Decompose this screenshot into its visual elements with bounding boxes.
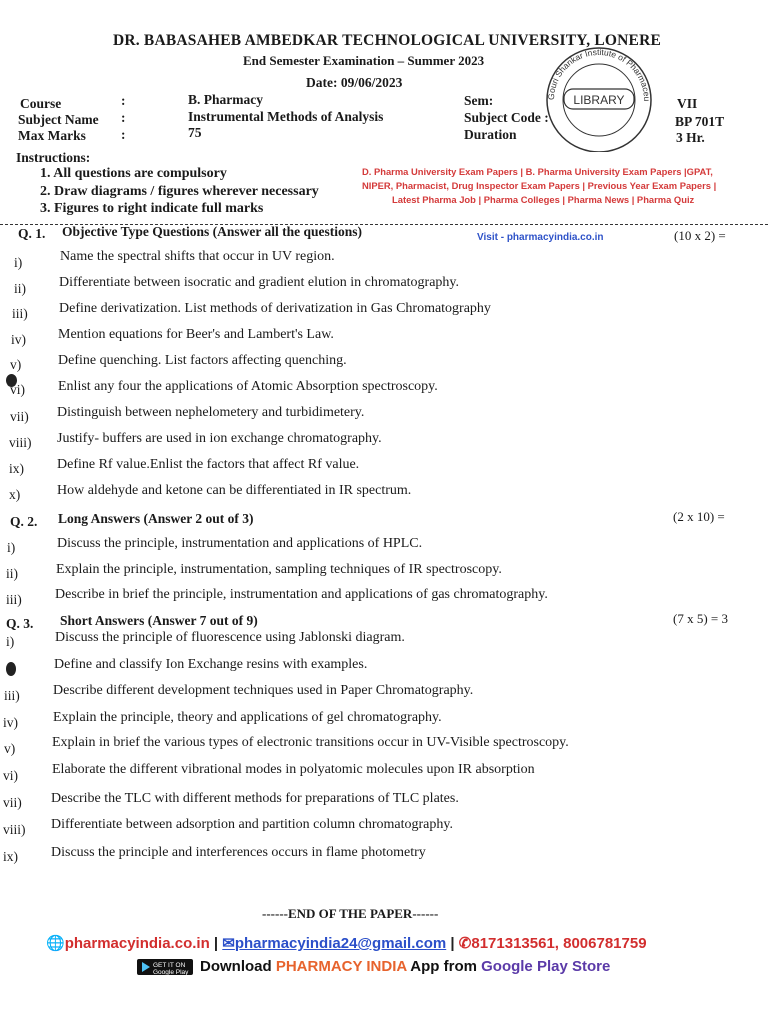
q3-item-3-text: Describe different development techniques used in Paper Chromatography. [53, 683, 474, 698]
q1-item-6-text: Enlist any four the applications of Atomic Absorption spectroscopy. [58, 379, 438, 394]
exam-date: Date: 09/06/2023 [306, 75, 403, 90]
play-store-link[interactable]: Google Play Store [481, 958, 611, 975]
q3-item-6-number: vi) [3, 768, 18, 783]
footer-site-link[interactable]: pharmacyindia.co.in [64, 935, 210, 952]
library-stamp [536, 42, 662, 152]
q2-marks: (2 x 10) = [673, 509, 725, 524]
scan-mark [6, 662, 16, 676]
q3-item-5-text: Explain in brief the various types of electronic transitions occur in UV-Visible spectroscopy. [52, 735, 569, 750]
university-name: DR. BABASAHEB AMBEDKAR TECHNOLOGICAL UNIVERSITY, LONERE [113, 32, 662, 49]
q3-item-9-text: Discuss the principle and interferences occurs in flame photometry [51, 845, 426, 860]
q3-item-4-number: iv) [3, 715, 18, 730]
promo-line-2: NIPER, Pharmacist, Drug Inspector Exam Papers | Previous Year Exam Papers | [362, 180, 717, 191]
q1-item-8-text: Justify- buffers are used in ion exchange chromatography. [57, 431, 382, 446]
promo-line-1: D. Pharma University Exam Papers | B. Pharma University Exam Papers |GPAT, [362, 166, 713, 177]
subject-name-value: Instrumental Methods of Analysis [188, 109, 384, 124]
q1-item-7-number: vii) [10, 409, 29, 424]
q1-item-3-number: iii) [12, 306, 28, 321]
sem-label: Sem: [464, 93, 494, 108]
course-label: Course [20, 96, 62, 111]
contact-footer [46, 934, 647, 952]
end-of-paper: ------END OF THE PAPER------ [262, 906, 439, 921]
q3-item-6-text: Elaborate the different vibrational modes in polyatomic molecules upon IR absorption [52, 762, 535, 777]
q3-item-3-number: iii) [4, 688, 20, 703]
footer-separator-2: | [446, 935, 459, 952]
instructions-title: Instructions: [16, 150, 91, 165]
q1-item-2-text: Differentiate between isocratic and gradient elution in chromatography. [59, 275, 460, 290]
exam-title: End Semester Examination – Summer 2023 [243, 53, 485, 68]
stamp-center-text: LIBRARY [573, 93, 625, 107]
q1-item-4-text: Mention equations for Beer's and Lambert's Law. [58, 327, 334, 342]
q3-title: Short Answers (Answer 7 out of 9) [60, 613, 258, 628]
q2-item-1-text: Discuss the principle, instrumentation and applications of HPLC. [57, 536, 423, 551]
q2-item-1-number: i) [7, 540, 16, 555]
q3-number: Q. 3. [6, 616, 34, 631]
q2-item-3-number: iii) [6, 592, 22, 607]
q3-item-1-text: Discuss the principle of fluorescence using Jablonski diagram. [55, 630, 405, 645]
course-value: B. Pharmacy [188, 92, 263, 107]
download-prefix: Download [200, 958, 276, 975]
q1-item-1-number: i) [14, 255, 23, 270]
download-mid: App from [406, 958, 482, 975]
subject-colon: : [121, 110, 126, 125]
stamp-seal-icon [536, 42, 662, 152]
subject-name-label: Subject Name [18, 112, 99, 127]
q3-item-7-number: vii) [3, 795, 22, 810]
globe-icon: 🌐 [46, 935, 65, 952]
google-play-badge[interactable] [137, 959, 193, 975]
q1-item-1-text: Name the spectral shifts that occur in UV region. [60, 249, 335, 264]
stamp-ring-text: Gouri Shankar Institute of Pharmaceu [545, 46, 653, 102]
q2-item-3-text: Describe in brief the principle, instrumentation and applications of gas chromatography. [55, 587, 548, 602]
duration-label: Duration [464, 127, 517, 142]
q1-item-7-text: Distinguish between nephelometery and turbidimetery. [57, 405, 365, 420]
instruction-1: 1. All questions are compulsory [40, 166, 227, 181]
q3-marks: (7 x 5) = 3 [673, 611, 728, 626]
q1-item-10-text: How aldehyde and ketone can be differentiated in IR spectrum. [57, 483, 412, 498]
q1-item-5-number: v) [10, 357, 22, 372]
q2-item-2-text: Explain the principle, instrumentation, sampling techniques of IR spectroscopy. [56, 562, 502, 577]
instruction-3: 3. Figures to right indicate full marks [40, 201, 264, 216]
promo-visit-link[interactable]: Visit - pharmacyindia.co.in [477, 232, 604, 243]
q1-item-8-number: viii) [9, 435, 32, 450]
q1-item-9-number: ix) [9, 461, 24, 476]
email-icon: ✉ [222, 935, 235, 952]
q3-item-5-number: v) [4, 741, 16, 756]
q1-item-10-number: x) [9, 487, 21, 502]
instruction-2: 2. Draw diagrams / figures wherever necessary [40, 184, 319, 199]
q3-item-8-text: Differentiate between adsorption and partition column chromatography. [51, 817, 453, 832]
q1-item-2-number: ii) [14, 281, 26, 296]
brand-name: PHARMACY INDIA [275, 958, 407, 975]
duration-value: 3 Hr. [676, 130, 705, 145]
q2-title: Long Answers (Answer 2 out of 3) [58, 511, 254, 526]
q3-item-7-text: Describe the TLC with different methods for preparations of TLC plates. [51, 791, 459, 806]
footer-email-link[interactable]: pharmacyindia24@gmail.com [234, 935, 447, 952]
max-marks-label: Max Marks [18, 128, 86, 143]
sem-value: VII [677, 96, 698, 111]
footer-separator: | [209, 935, 223, 952]
q3-item-4-text: Explain the principle, theory and applications of gel chromatography. [53, 710, 442, 725]
q1-item-4-number: iv) [11, 332, 26, 347]
promo-line-3: Latest Pharma Job | Pharma Colleges | Pharma News | Pharma Quiz [392, 194, 695, 205]
subject-code-label: Subject Code : [464, 110, 549, 125]
phone-icon: ✆ [458, 935, 472, 952]
google-play-badge-text: GET IT ON Google Play [153, 962, 189, 976]
q1-title: Objective Type Questions (Answer all the questions) [62, 224, 363, 239]
q3-item-2-text: Define and classify Ion Exchange resins with examples. [54, 657, 368, 672]
q1-item-5-text: Define quenching. List factors affecting quenching. [58, 353, 347, 368]
q3-item-8-number: viii) [3, 822, 26, 837]
footer-phones: 8171313561, 8006781759 [471, 935, 647, 952]
download-app-line [200, 958, 610, 975]
q2-item-2-number: ii) [6, 566, 18, 581]
subject-code-value: BP 701T [675, 114, 725, 129]
q1-item-9-text: Define Rf value.Enlist the factors that affect Rf value. [57, 457, 360, 472]
marks-colon: : [121, 127, 126, 142]
course-colon: : [121, 93, 126, 108]
q3-item-1-number: i) [6, 634, 15, 649]
q1-item-3-text: Define derivatization. List methods of derivatization in Gas Chromatography [59, 301, 491, 316]
q2-number: Q. 2. [10, 514, 38, 529]
q1-number: Q. 1. [18, 226, 46, 241]
q1-item-6-number: vi) [10, 382, 25, 397]
max-marks-value: 75 [188, 125, 202, 140]
q3-item-9-number: ix) [3, 849, 18, 864]
q1-marks: (10 x 2) = [674, 228, 726, 243]
play-store-icon [142, 962, 150, 972]
